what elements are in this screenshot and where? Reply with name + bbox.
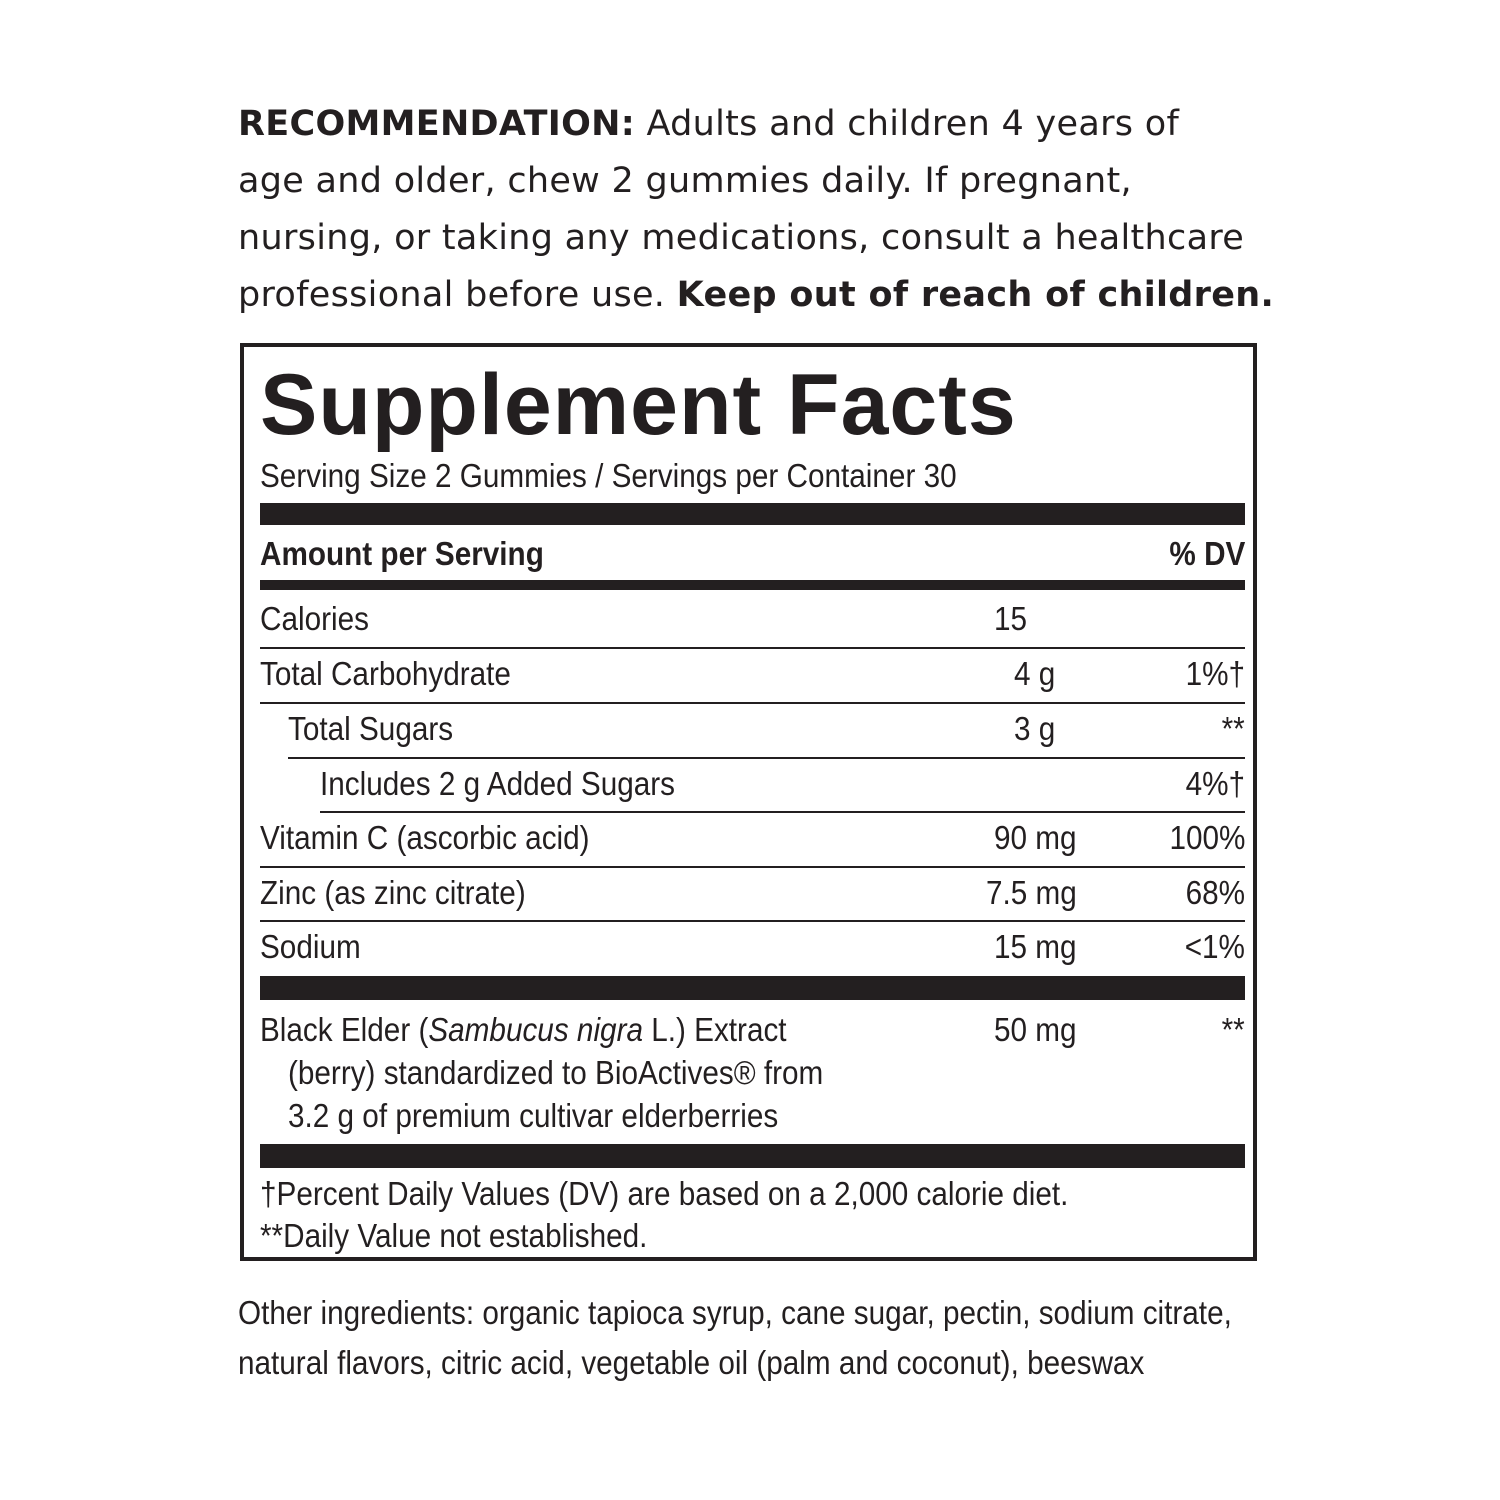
recommendation-line-2: age and older, chew 2 gummies daily. If pregnant,	[238, 161, 1132, 201]
recommendation-line-1: Adults and children 4 years of	[635, 104, 1180, 144]
recommendation-label: RECOMMENDATION:	[238, 104, 636, 144]
header-amount: Amount per Serving	[260, 535, 544, 572]
nutrient-row	[244, 757, 1253, 811]
nutrient-amount: 4 g	[1014, 655, 1056, 692]
nutrient-dv: 1%†	[1185, 655, 1245, 692]
nutrient-dv: 100%	[1169, 819, 1245, 856]
elder-line-2: (berry) standardized to BioActives® from	[288, 1054, 824, 1091]
nutrient-dv: <1%	[1184, 928, 1245, 965]
nutrient-row	[244, 920, 1253, 974]
nutrient-dv: 68%	[1185, 874, 1245, 911]
elder-line-1: Black Elder (Sambucus nigra L.) Extract	[260, 1011, 787, 1048]
nutrient-row	[244, 702, 1253, 756]
other-ingredients-text: Other ingredients: organic tapioca syrup, cane sugar, pectin, sodium citrate, natural flavors, citric acid, vegetable oil (palm and coconut), beeswax	[238, 1294, 1232, 1381]
footnote-dv: †Percent Daily Values (DV) are based on a 2,000 calorie diet.	[260, 1175, 1069, 1212]
serving-size: Serving Size 2 Gummies / Servings per Container 30	[260, 457, 957, 494]
medium-divider	[260, 580, 1245, 590]
recommendation-line-3: nursing, or taking any medications, consult a healthcare	[238, 218, 1245, 258]
nutrient-label: Vitamin C (ascorbic acid)	[260, 819, 590, 856]
warning-text: Keep out of reach of children.	[676, 275, 1275, 315]
nutrient-amount: 7.5 mg	[986, 874, 1077, 911]
nutrient-label: Total Carbohydrate	[260, 655, 511, 692]
nutrient-row	[244, 866, 1253, 920]
elder-amount: 50 mg	[994, 1011, 1077, 1048]
nutrient-row	[244, 647, 1253, 701]
recommendation-line-4: professional before use.	[238, 275, 677, 315]
nutrient-row	[244, 811, 1253, 865]
nutrient-amount: 15	[994, 600, 1028, 637]
nutrient-label: Total Sugars	[288, 710, 454, 747]
nutrient-label: Sodium	[260, 928, 361, 965]
nutrient-amount: 90 mg	[994, 819, 1077, 856]
nutrient-label: Calories	[260, 600, 369, 637]
thick-divider	[260, 976, 1245, 1000]
recommendation-text	[238, 96, 1298, 324]
elder-dv: **	[1221, 1011, 1245, 1048]
nutrient-amount: 3 g	[1014, 710, 1056, 747]
header-dv: % DV	[1169, 535, 1245, 572]
nutrient-dv: **	[1221, 710, 1245, 747]
thick-divider	[260, 503, 1245, 525]
other-ingredients	[238, 1288, 1278, 1388]
nutrient-dv: 4%†	[1185, 765, 1245, 802]
nutrient-amount: 15 mg	[994, 928, 1077, 965]
nutrient-label: Includes 2 g Added Sugars	[320, 765, 676, 802]
supplement-facts-panel	[240, 343, 1257, 1261]
elder-ingredient	[260, 1011, 845, 1049]
nutrient-row	[244, 592, 1253, 646]
elder-line-3: 3.2 g of premium cultivar elderberries	[288, 1097, 779, 1134]
footnote-not-established: **Daily Value not established.	[260, 1217, 648, 1254]
nutrient-label: Zinc (as zinc citrate)	[260, 874, 526, 911]
facts-title: Supplement Facts	[260, 357, 1017, 453]
thick-divider	[260, 1144, 1245, 1168]
